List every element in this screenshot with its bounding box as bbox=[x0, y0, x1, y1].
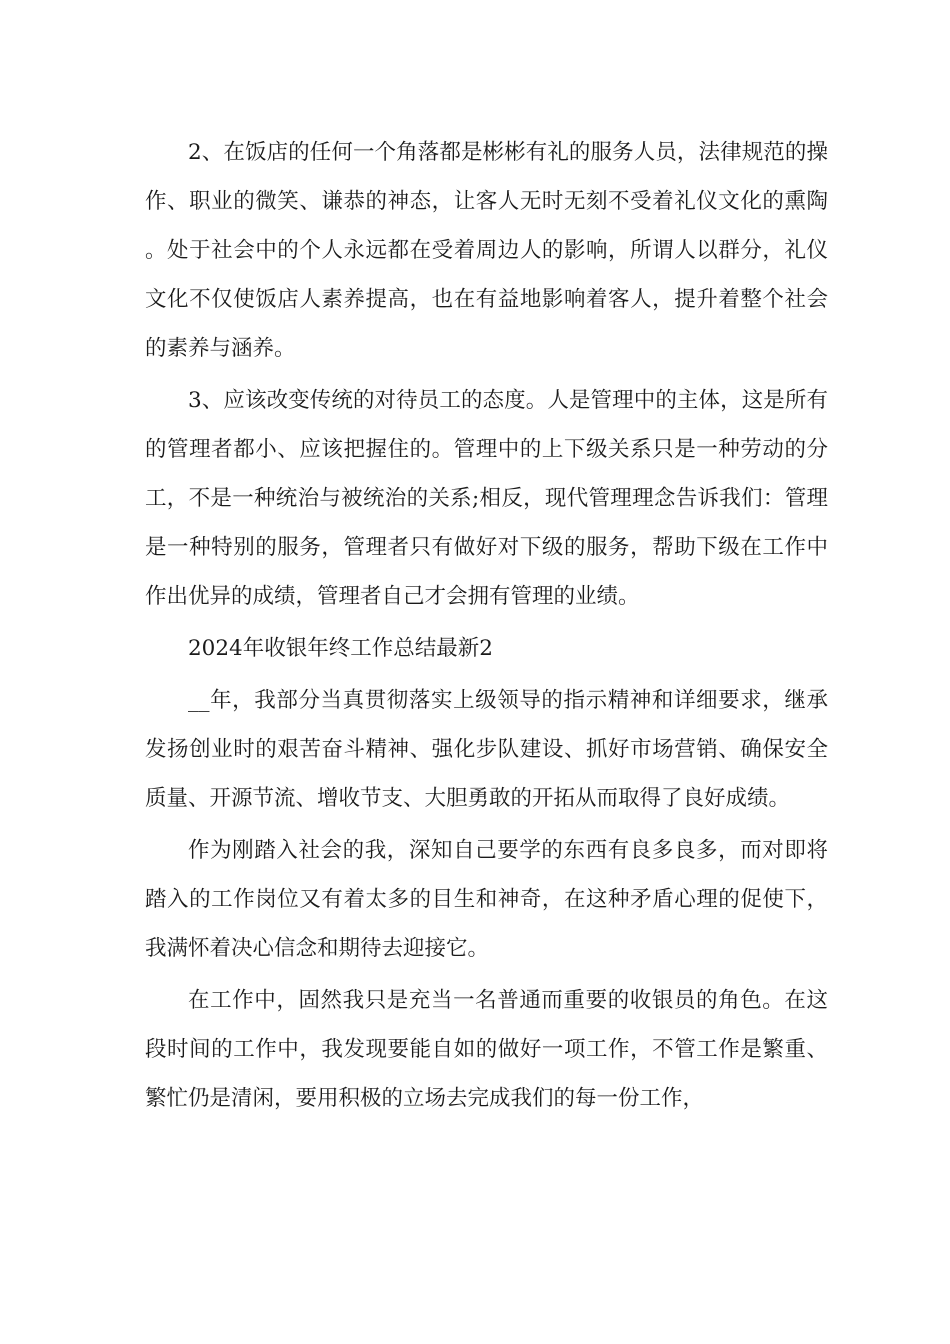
paragraph-staff-attitude: 3、应该改变传统的对待员工的态度。人是管理中的主体，这是所有的管理者都小、应该把握住的。管理中的上下级关系只是一种劳动的分工，不是一种统治与被统治的关系;相反，现代管理理念告诉我们：管理是一种特别的服务，管理者只有做好对下级的服务，帮助下级在工作中作出优异的成绩，管理者自己才会拥有管理的业绩。 bbox=[145, 388, 828, 609]
paragraph-cashier-role: 在工作中，固然我只是充当一名普通而重要的收银员的角色。在这段时间的工作中，我发现要能自如的做好一项工作，不管工作是繁重、繁忙仍是清闲，要用积极的立场去完成我们的每一份工作， bbox=[145, 988, 828, 1111]
section-heading: 2024年收银年终工作总结最新2 bbox=[188, 636, 493, 661]
paragraph-etiquette-culture: 2、在饭店的任何一个角落都是彬彬有礼的服务人员，法律规范的操作、职业的微笑、谦恭的神态，让客人无时无刻不受着礼仪文化的熏陶。处于社会中的个人永远都在受着周边人的影响，所谓人以群分，礼仪文化不仅使饭店人素养提高，也在有益地影响着客人，提升着整个社会的素养与涵养。 bbox=[145, 140, 828, 361]
paragraph-department-achievements: __年，我部分当真贯彻落实上级领导的指示精神和详细要求，继承发扬创业时的艰苦奋斗精神、强化步队建设、抓好市场营销、确保安全质量、开源节流、增收节支、大胆勇敢的开拓从而取得了良好成绩。 bbox=[145, 688, 828, 811]
document-body bbox=[145, 128, 828, 1123]
paragraph-entering-society: 作为刚踏入社会的我，深知自己要学的东西有良多良多，而对即将踏入的工作岗位又有着太多的目生和神奇，在这种矛盾心理的促使下，我满怀着决心信念和期待去迎接它。 bbox=[145, 838, 828, 961]
